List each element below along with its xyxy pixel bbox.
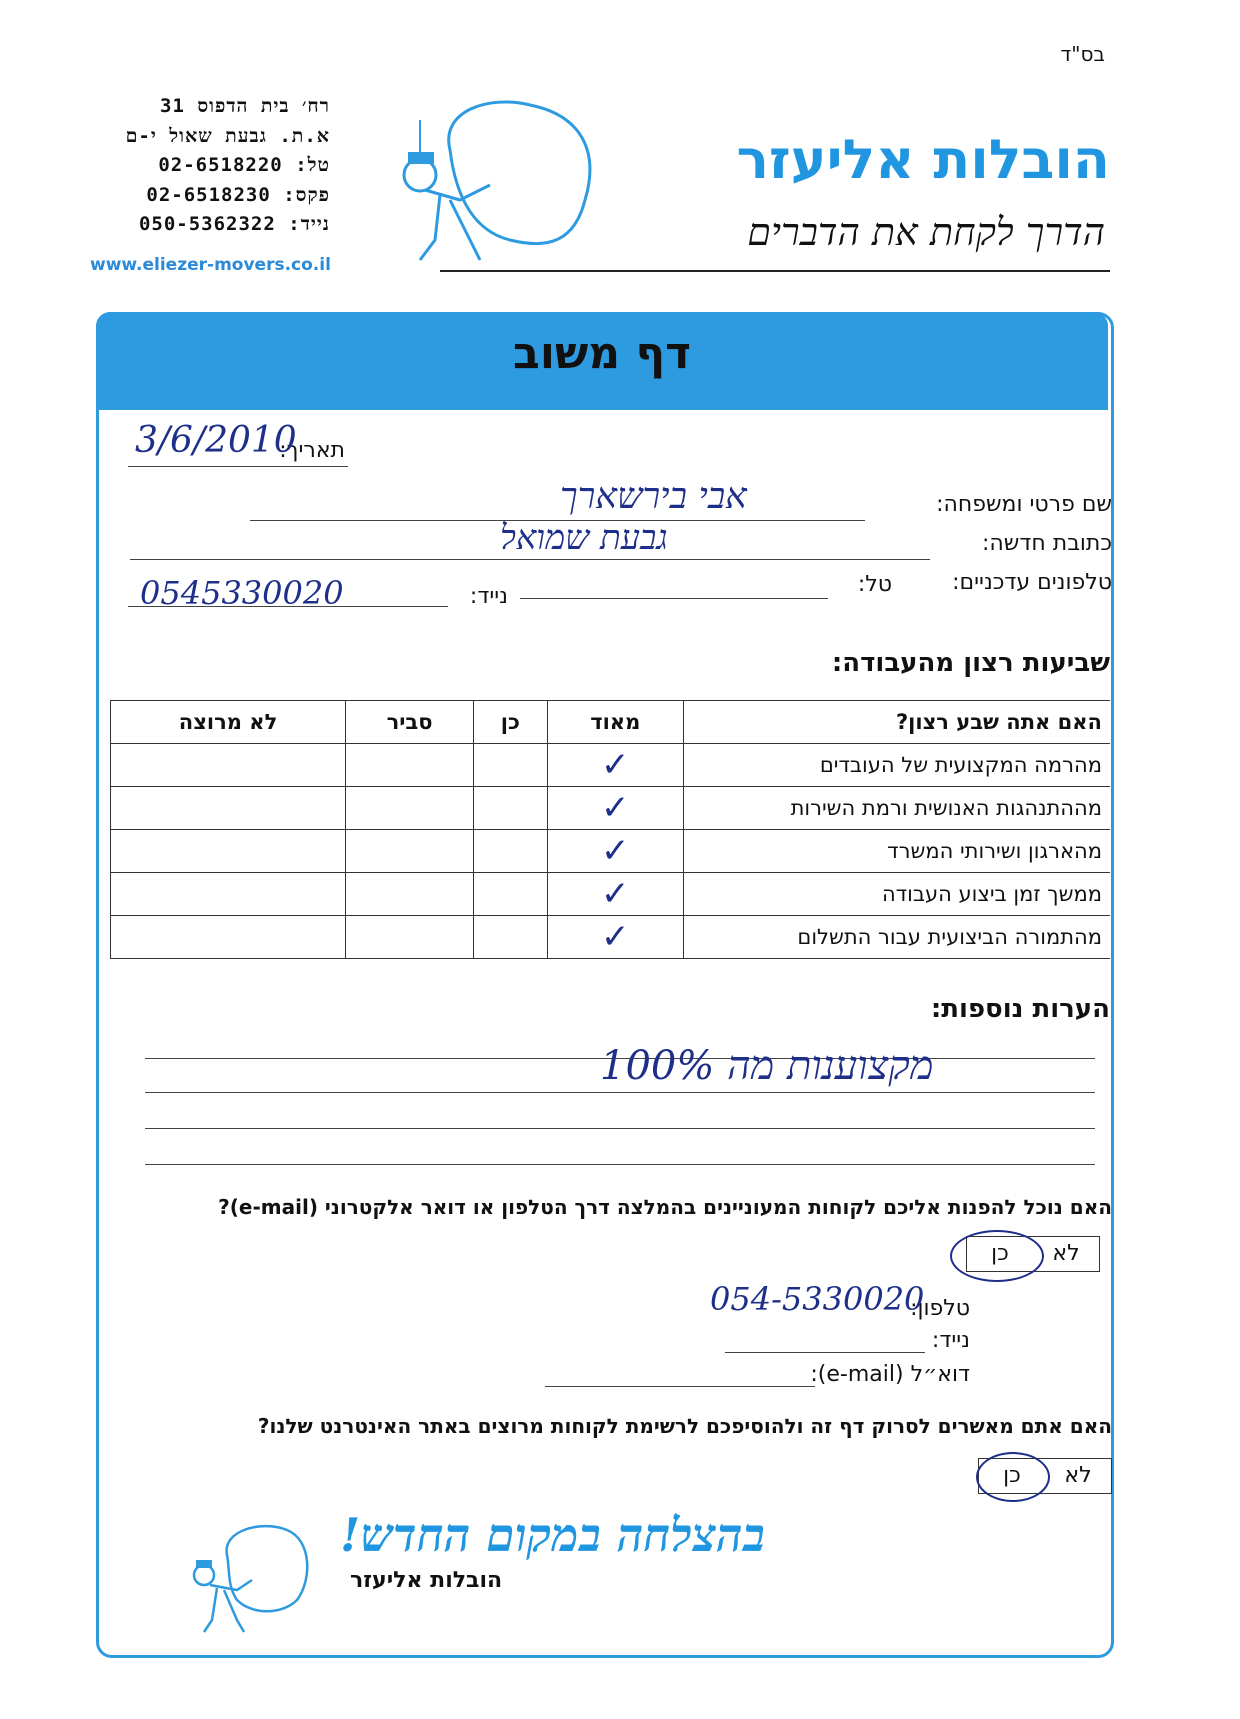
satisfaction-title: שביעות רצון מהעבודה: — [831, 648, 1110, 678]
check-mark[interactable]: ✓ — [547, 744, 683, 787]
header-question: האם אתה שבע רצון? — [684, 701, 1111, 744]
cell-yes[interactable] — [474, 787, 547, 830]
table-row — [111, 830, 1111, 873]
cell-yes[interactable] — [474, 873, 547, 916]
referral-no-option[interactable]: לא — [1052, 1241, 1080, 1266]
brand-name: הובלות אליעזר — [736, 128, 1110, 191]
notes-value[interactable]: מקצוענות מה 100% — [600, 1043, 934, 1089]
address-line: פקס: 02-6518230 — [146, 183, 330, 206]
bsd-mark: בס"ד — [1060, 42, 1105, 66]
cell-reasonable[interactable] — [346, 873, 474, 916]
address-line: נייד: 050-5362322 — [138, 213, 330, 235]
address-line: א.ת. גבעת שאול י-ם — [125, 124, 330, 147]
cell-yes[interactable] — [474, 916, 547, 959]
footer-brand: הובלות אליעזר — [350, 1568, 503, 1593]
check-mark[interactable]: ✓ — [547, 873, 683, 916]
header-divider — [440, 270, 1110, 272]
cell-not-satisfied[interactable] — [111, 787, 346, 830]
satisfaction-table — [110, 700, 1110, 959]
row-question: ממשך זמן ביצוע העבודה — [684, 873, 1111, 916]
tel-label: טל: — [857, 572, 892, 597]
address-line: טל: 02-6518220 — [158, 154, 330, 176]
mobile-label: נייד: — [469, 584, 508, 609]
cell-not-satisfied[interactable] — [111, 744, 346, 787]
new-address-value[interactable]: גבעת שמואל — [500, 518, 668, 558]
date-label: תאריך: — [279, 438, 345, 463]
referral-mobile-line — [725, 1352, 925, 1353]
referral-yes-option[interactable]: כן — [991, 1241, 1009, 1266]
header-yes: כן — [474, 701, 547, 744]
referral-email-line — [545, 1386, 815, 1387]
footer-mascot-logo — [182, 1520, 312, 1640]
notes-line — [145, 1164, 1095, 1165]
referral-mobile-label: נייד: — [931, 1328, 970, 1353]
cell-reasonable[interactable] — [346, 830, 474, 873]
table-header-row — [111, 701, 1111, 744]
header-reasonable: סביר — [346, 701, 474, 744]
yes-circle-mark — [950, 1230, 1044, 1282]
mobile-value[interactable]: 0545330020 — [140, 574, 344, 612]
cell-not-satisfied[interactable] — [111, 916, 346, 959]
check-mark[interactable]: ✓ — [547, 787, 683, 830]
header-very: מאוד — [547, 701, 683, 744]
cell-not-satisfied[interactable] — [111, 873, 346, 916]
table-row — [111, 744, 1111, 787]
footer-slogan: בהצלחה במקום החדש! — [340, 1508, 765, 1562]
mover-mascot-logo — [380, 90, 610, 275]
notes-title: הערות נוספות: — [930, 994, 1110, 1024]
table-row — [111, 873, 1111, 916]
cell-reasonable[interactable] — [346, 744, 474, 787]
date-line — [128, 466, 348, 467]
brand-slogan: הדרך לקחת את הדברים — [747, 210, 1105, 254]
name-value[interactable]: אבי בירשארך — [560, 476, 747, 517]
table-row — [111, 787, 1111, 830]
check-mark[interactable]: ✓ — [547, 830, 683, 873]
referral-question: האם נוכל להפנות אליכם לקוחות המעוניינים בהמלצה דרך הטלפון או דואר אלקטרוני (e-mail)? — [218, 1195, 1112, 1219]
address-line-field — [130, 559, 930, 560]
cell-yes[interactable] — [474, 744, 547, 787]
phones-label: טלפונים עדכניים: — [952, 570, 1112, 595]
form-title: דף משוב — [512, 328, 692, 379]
consent-no-option[interactable]: לא — [1064, 1463, 1092, 1488]
name-label: שם פרטי ומשפחה: — [936, 492, 1112, 517]
referral-email-label: דוא״ל (e-mail): — [810, 1362, 970, 1387]
table-row — [111, 916, 1111, 959]
notes-line — [145, 1128, 1095, 1129]
new-address-label: כתובת חדשה: — [981, 531, 1112, 556]
cell-reasonable[interactable] — [346, 916, 474, 959]
row-question: מהארגון ושירותי המשרד — [684, 830, 1111, 873]
row-question: מהתמורה הביצועית עבור התשלום — [684, 916, 1111, 959]
check-mark[interactable]: ✓ — [547, 916, 683, 959]
website-link[interactable]: www.eliezer-movers.co.il — [90, 255, 331, 275]
consent-yes-option[interactable]: כן — [1003, 1463, 1021, 1488]
yes-circle-mark — [976, 1452, 1050, 1502]
website-consent-question: האם אתם מאשרים לסרוק דף זה ולהוסיפכם לרשימת לקוחות מרוצים באתר האינטרנט שלנו? — [257, 1414, 1112, 1438]
cell-yes[interactable] — [474, 830, 547, 873]
address-line: רח׳ בית הדפוס 31 — [160, 95, 330, 117]
referral-phone-label: טלפון: — [910, 1296, 970, 1321]
header-not-satisfied: לא מרוצה — [111, 701, 346, 744]
cell-not-satisfied[interactable] — [111, 830, 346, 873]
date-value[interactable]: 3/6/2010 — [135, 420, 297, 461]
notes-line — [145, 1092, 1095, 1093]
cell-reasonable[interactable] — [346, 787, 474, 830]
row-question: מהרמה המקצועית של העובדים — [684, 744, 1111, 787]
referral-phone-value[interactable]: 054-5330020 — [710, 1280, 925, 1318]
company-address — [90, 92, 330, 240]
row-question: מההתנהגות האנושית ורמת השירות — [684, 787, 1111, 830]
tel-line — [520, 598, 828, 599]
